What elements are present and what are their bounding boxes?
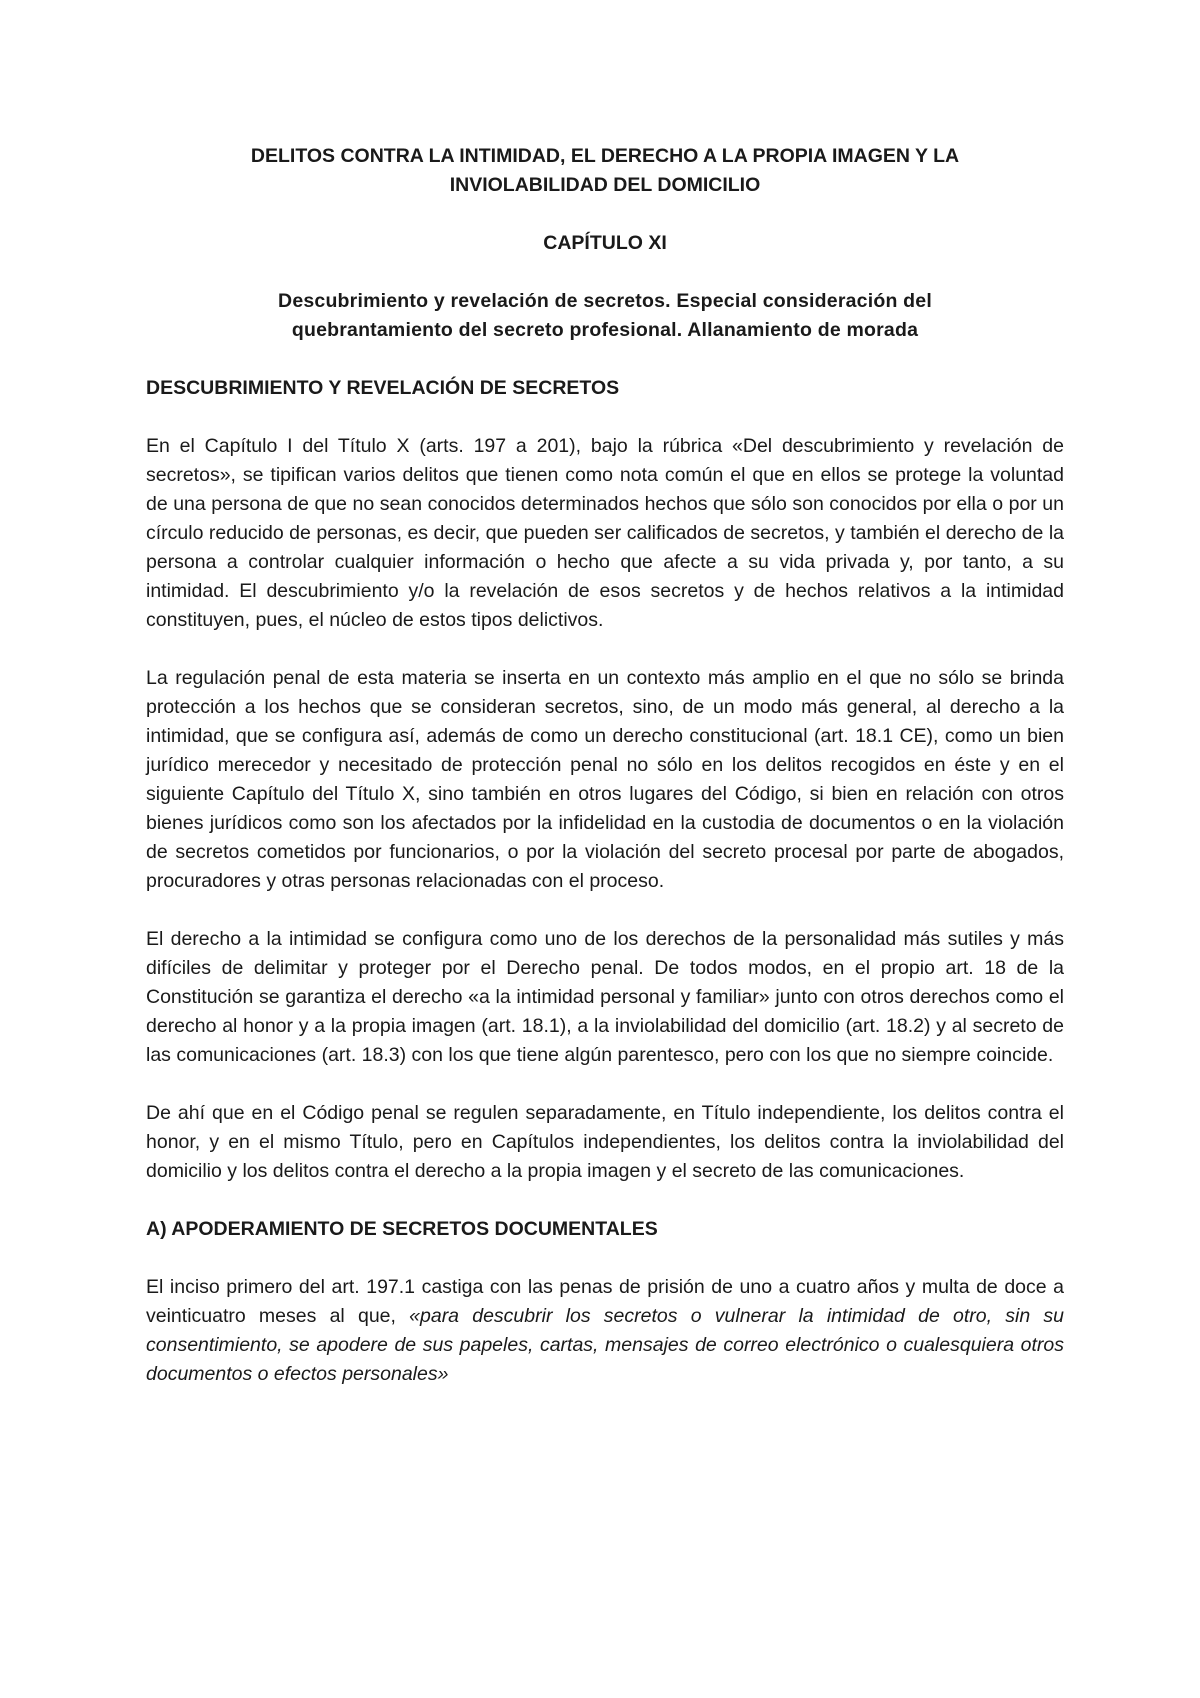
subtitle-line-2: quebrantamiento del secreto profesional. Allanamiento de morada bbox=[291, 319, 919, 341]
paragraph-2: La regulación penal de esta materia se inserta en un contexto más amplio en el que no sólo se brinda protección a los hechos que se consideran secretos, sino, de un modo más general, al derecho a la intimidad, que se configura así, además de como un derecho constitucional (art. 18.1 CE), como un bien jurídico merecedor y necesitado de protección penal no sólo en los delitos recogidos en éste y en el siguiente Capítulo del Título X, sino también en otros lugares del Código, si bien en relación con otros bienes jurídicos como son los afectados por la infidelidad en la custodia de documentos o en la violación de secretos cometidos por funcionarios, o por la violación del secreto procesal por parte de abogados, procuradores y otras personas relacionadas con el proceso. bbox=[146, 667, 1064, 892]
paragraph-5-text: El inciso primero del art. 197.1 castiga con las penas de prisión de uno a cuatro años y multa de doce a veinticuatro meses al que, bbox=[146, 1276, 1064, 1327]
paragraph-5 bbox=[146, 1273, 1064, 1389]
paragraph-4: De ahí que en el Código penal se regulen separadamente, en Título independiente, los delitos contra el honor, y en el mismo Título, pero en Capítulos independientes, los delitos contra la inviolabilidad del domicilio y los delitos contra el derecho a la propia imagen y el secreto de las comunicaciones. bbox=[146, 1102, 1064, 1182]
paragraph-5-quote: «para descubrir los secretos o vulnerar la intimidad de otro, sin su consentimiento, se apodere de sus papeles, cartas, mensajes de correo electrónico o cualesquiera otros documentos o efectos personales» bbox=[146, 1305, 1064, 1385]
title-line-1: DELITOS CONTRA LA INTIMIDAD, EL DERECHO A LA PROPIA IMAGEN Y LA bbox=[250, 145, 960, 167]
subtitle-line-1: Descubrimiento y revelación de secretos. Especial consideración del bbox=[278, 290, 932, 312]
paragraph-3: El derecho a la intimidad se configura como uno de los derechos de la personalidad más sutiles y más difíciles de delimitar y proteger por el Derecho penal. De todos modos, en el propio art. 18 de la Constitución se garantiza el derecho «a la intimidad personal y familiar» junto con otros derechos como el derecho al honor y a la propia imagen (art. 18.1), a la inviolabilidad del domicilio (art. 18.2) y al secreto de las comunicaciones (art. 18.3) con los que tiene algún parentesco, pero con los que no siempre coincide. bbox=[146, 928, 1064, 1066]
document-page bbox=[146, 142, 1064, 1389]
section-heading-documentary-secrets: A) APODERAMIENTO DE SECRETOS DOCUMENTALES bbox=[146, 1218, 658, 1240]
paragraph-1: En el Capítulo I del Título X (arts. 197 a 201), bajo la rúbrica «Del descubrimiento y revelación de secretos», se tipifican varios delitos que tienen como nota común el que en ellos se protege la voluntad de una persona de que no sean conocidos determinados hechos que sólo son conocidos por ella o por un círculo reducido de personas, es decir, que pueden ser calificados de secretos, y también el derecho de la persona a controlar cualquier información o hecho que afecte a su vida privada y, por tanto, a su intimidad. El descubrimiento y/o la revelación de esos secretos y de hechos relativos a la intimidad constituyen, pues, el núcleo de estos tipos delictivos. bbox=[146, 435, 1064, 631]
document-title bbox=[146, 142, 1064, 200]
chapter-subtitle bbox=[146, 287, 1064, 345]
title-line-2: INVIOLABILIDAD DEL DOMICILIO bbox=[449, 174, 761, 196]
section-heading-secrets: DESCUBRIMIENTO Y REVELACIÓN DE SECRETOS bbox=[146, 377, 620, 399]
chapter-heading: CAPÍTULO XI bbox=[543, 232, 667, 254]
